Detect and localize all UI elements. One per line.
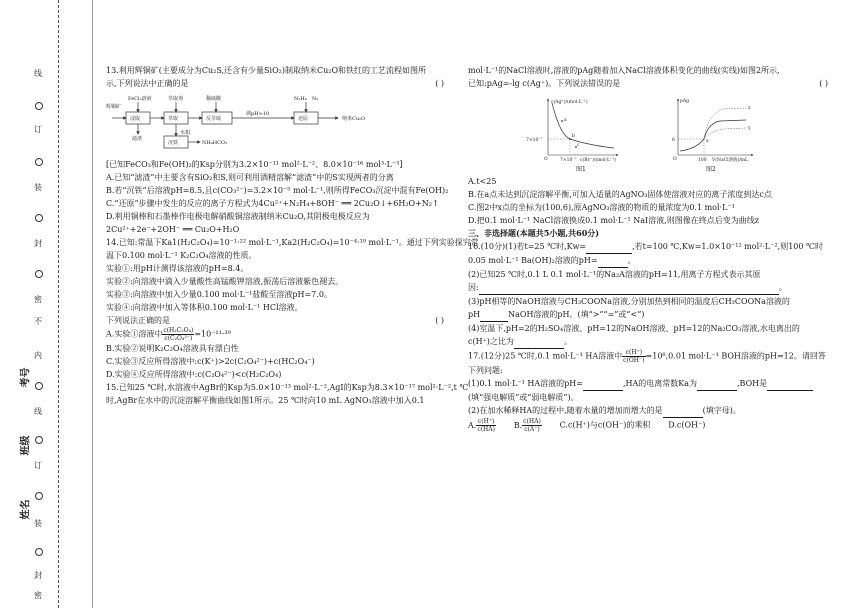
process-flow-diagram [106,94,444,156]
point-b: b [572,134,575,139]
question-ask [106,314,444,327]
seal-circle [35,214,43,222]
y-tick: 6 [672,138,675,143]
binding-strip [0,0,92,608]
origin: O [673,157,677,162]
x-tick: 7×10⁻⁷ [560,158,577,163]
fraction-numerator: c(H⁺) [477,418,495,425]
flow-svg [106,94,436,156]
question-16 [468,240,828,349]
q16-text: pH [468,310,481,319]
q17-text: ,BOH是 [737,379,768,388]
option-b[interactable]: B.在a点未达到沉淀溶解平衡,可加入适量的AgNO₃固体使溶液对应的离子浓度到达c点 [468,190,772,199]
q16-line: (4)室温下,pH=2的H₂SO₄溶液、pH=12的NaOH溶液、pH=12的Na₂CO₃溶液,水电离出的 [468,324,800,333]
question-15-continued [468,64,828,227]
answer-blank[interactable] [514,335,564,349]
option-c[interactable]: C.实验③反应所得溶液中:c(K⁺)>2c(C₂O₄²⁻)+c(HC₂O₄⁻) [106,357,315,366]
answer-blank[interactable] [598,254,628,268]
fraction-denominator: c(OH⁻) [623,357,645,364]
q16-text: 0.05 mol·L⁻¹ Ba(OH)₂溶液的pH= [468,256,598,265]
option-d[interactable]: D.实验④反应所得溶液中:c(C₂O₄²⁻)<c(H₂C₂O₄) [106,370,282,379]
question-13 [106,64,449,236]
answer-blank[interactable] [767,377,813,391]
option-b[interactable] [513,418,542,433]
q17-options [468,418,828,433]
equation-sign: ══ [339,199,354,208]
q16-text: ,若t=100 ℃,Kw=1.0×10⁻¹² mol²·L⁻²,则100 ℃时 [632,242,823,251]
answer-paren: ( ) [435,79,444,88]
q16-line [468,281,828,295]
curve-solid [680,120,746,151]
dashed-seal-line [58,0,59,608]
flow-label: 水相 [180,130,191,136]
question-15-start [106,381,469,407]
fraction-numerator: c(HA) [523,418,541,425]
flow-label: 纳米Cu₂O [342,116,366,122]
option-a-text: =10⁻¹¹·³⁹ [194,329,231,339]
experiment-3: 实验③:向溶液中加入少量0.100 mol·L⁻¹盐酸至溶液pH=7.0。 [106,290,332,299]
question-stem [106,64,444,77]
flow-label: N₂H₄ [294,96,307,102]
seal-circle [35,548,43,556]
fraction [162,327,194,342]
option-c[interactable]: C.c(H⁺)与c(OH⁻)的乘积 [559,420,651,430]
curve-z [704,108,746,139]
fraction [522,418,542,433]
question-17 [468,349,828,433]
point-a: a [564,118,567,123]
option-a[interactable] [106,327,444,342]
answer-blank[interactable] [479,281,779,295]
seal-word: 线 [34,69,42,78]
option-a[interactable]: A.t<25 [468,177,497,186]
right-column [468,64,828,433]
q16-text: NaOH溶液的pH。(填“>”“=”或“<”) [508,310,645,319]
q16-line [468,308,828,322]
seal-word: 订 [34,461,42,470]
point-c: c [577,143,580,148]
figure-caption: 图2 [706,166,716,173]
answer-paren: ( ) [819,79,828,88]
option-b[interactable]: B.实验②说明K₂C₂O₄溶液具有漂白性 [106,344,239,353]
experiment-1: 实验①:用pH计测得该溶液的pH=8.4。 [106,264,249,273]
seal-circle [35,382,43,390]
q17-line [468,377,828,391]
option-c-text: 2Cu₂O↓+6H₂O+N₂↑ [353,199,439,208]
seal-circle [35,492,43,500]
seal-word: 密 [34,295,42,304]
question-stem: 温下0.100 mol·L⁻¹ K₂C₂O₄溶液的性质。 [106,251,257,260]
option-a[interactable]: A.已知“滤渣”中主要含有SiO₂和S,则可利用酒精溶解“滤渣”中的S实现两者的分离 [106,173,394,182]
flow-label: 浸取 [130,116,141,122]
q16-line [468,254,828,268]
curve-label-x: x [706,139,709,144]
figure-2 [672,98,753,173]
known-condition: [已知FeCO₃和Fe(OH)₂的Ksp分别为3.2×10⁻¹¹ mol²·L⁻²、8.0×10⁻¹⁶ mol³·L⁻³] [106,160,403,169]
figures-row [468,93,828,173]
flow-label: 调pH≈10 [246,111,270,117]
seal-word: 装 [34,519,42,528]
seal-word: 密 [34,591,42,600]
curve-label-y: y [748,126,751,131]
q16-text: 因: [468,283,479,292]
x-tick: 100 [698,158,707,163]
flow-label: 滤渣 [132,136,143,142]
seal-circle [35,270,43,278]
q17-text: (1)0.1 mol·L⁻¹ HA溶液的pH= [468,379,583,388]
curve-y [704,128,746,139]
seal-word: 订 [34,125,42,134]
name-label: 姓名 [20,499,32,520]
option-d-equation [106,223,444,236]
experiment-4: 实验④:向溶液中加入等体积0.100 mol·L⁻¹ HCl溶液。 [106,303,303,312]
experiment-2: 实验②:向溶液中滴入少量酸性高锰酸钾溶液,振荡后溶液紫色褪去。 [106,277,344,286]
fraction [476,418,496,433]
stem-line: 已知:pAg=-lg c(Ag⁺)。下列说法错误的是 [468,79,621,88]
q17-text: (2)在加水稀释HA的过程中,随着水量的增加而增大的是 [468,406,663,415]
figures-svg [468,93,828,173]
answer-blank[interactable] [663,404,703,418]
question-stem: 14.已知:常温下Ka1(H₂C₂O₄)=10⁻¹·²² mol·L⁻¹,Ka2(H₂C₂O₄)=10⁻⁴·¹⁹ mol·L⁻¹。通过下列实验探究常 [106,238,479,247]
section-heading: 三、非选择题(本题共5小题,共60分) [468,228,600,238]
flow-label: 辉铜矿 [106,104,122,110]
left-column [106,64,479,407]
option-d[interactable]: D.c(OH⁻) [668,420,706,430]
question-stem [106,77,444,90]
flow-label: 沉铁 [168,140,179,146]
question-stem [468,77,828,90]
seal-circle [35,158,43,166]
seal-circle [35,102,43,110]
option-d[interactable]: D.把0.1 mol·L⁻¹ NaCl溶液换成0.1 mol·L⁻¹ NaI溶液,则图像在终点后变为曲线z [468,216,759,225]
ask-text: 下列说法正确的是 [106,316,170,325]
exam-number-label: 考号 [20,367,32,388]
seal-word: 装 [34,183,42,192]
flow-label: 萃取剂 [168,96,184,102]
q16-line [468,240,828,254]
q16-text: 。 [778,283,787,292]
fraction-denominator: c(A⁻) [524,426,540,433]
flow-label: 稀硫酸 [206,96,222,102]
q17-text: ,HA的电离常数Ka为 [622,379,697,388]
question-stem: mol·L⁻¹的NaCl溶液时,溶液的pAg随着加入NaCl溶液体积变化的曲线(实线)如图2所示, [468,66,780,75]
fraction-numerator: c(H₂C₂O₄) [163,327,194,334]
q16-line [468,335,828,349]
origin: O [544,157,548,162]
q17-line: (填“强电解质”或“弱电解质”)。 [468,393,579,402]
option-c[interactable]: C.图2中x点的坐标为(100,6),原AgNO₃溶液的物质的量浓度为0.1 mol·L⁻¹ [468,203,735,212]
curve-label-z: z [748,106,751,111]
option-d[interactable]: D.利用铜棒和石墨棒作电极电解硝酸铜溶液制纳米Cu₂O,其阴极电极反应为 [106,212,370,221]
option-b[interactable]: B.若“沉铁”后溶液pH=8.5,且c(CO₃²⁻)=3.2×10⁻⁵ mol·L⁻¹,则所得FeCO₃沉淀中混有Fe(OH)₂ [106,186,449,195]
seal-word: 封 [34,239,42,248]
question-stem: 15.已知25 ℃时,水溶液中AgBr的Ksp为5.0×10⁻¹³ mol²·L⁻²,AgI的Ksp为8.3×10⁻¹⁷ mol²·L⁻²,t ℃ [106,383,469,392]
flow-label: 萃取 [168,116,179,122]
q17-text: =10⁸,0.01 mol·L⁻¹ BOH溶液的pH=12。请回答 [645,351,826,361]
seal-word: 不 [34,317,42,326]
fraction-denominator: c(HA) [477,426,495,433]
stem-line: 示,下列说法中正确的是 [106,79,189,88]
fraction-denominator: c(C₂O₄²⁻) [164,335,193,342]
equation-right: Cu₂O+H₂O [194,225,240,234]
answer-blank[interactable] [697,377,737,391]
figure-caption: 图1 [576,166,586,173]
option-c[interactable] [106,197,444,210]
seal-circle [35,436,43,444]
flow-label: 反萃取 [206,116,222,122]
option-a[interactable] [468,418,496,433]
answer-paren: ( ) [435,316,444,325]
solubility-curve [552,103,614,148]
q16-line: (2)已知25 ℃时,0.1 L 0.1 mol·L⁻¹的Na₂A溶液的pH=11,用离子方程式表示其原 [468,270,761,279]
option-label: A. [468,420,477,430]
seal-word: 线 [34,407,42,416]
stem-line: 13.利用辉铜矿(主要成分为Cu₂S,还含有少量SiO₂)制取纳米Cu₂O和铁红的工艺流程如图所 [106,66,427,75]
q17-text: (填字母)。 [702,406,741,415]
q16-text: 。 [563,337,572,346]
fraction-numerator: c(H⁺) [622,349,645,357]
x-axis-label: V(NaCl溶液)/mL [712,158,749,163]
figure-1 [526,98,618,173]
y-axis-label: c(Ag⁺)/(mol·L⁻¹) [551,100,588,105]
equation-sign: ══ [180,225,195,234]
q17-line [468,404,828,418]
question-14 [106,236,479,381]
option-c-text: C.“还原”步骤中发生的反应的离子方程式为4Cu²⁺+N₂H₄+8OH⁻ [106,199,339,208]
margin-line [92,0,93,608]
equation-left: 2Cu²⁺+2e⁻+2OH⁻ [106,225,181,234]
answer-blank[interactable] [583,377,623,391]
flow-label: NH₄HCO₃ [202,140,228,146]
option-a-text: A.实验①溶液中 [106,329,163,339]
answer-blank[interactable] [586,240,632,254]
option-label: B. [513,420,523,430]
flow-label: N₂ [312,96,319,102]
question-stem: 时,AgBr在水中的沉淀溶解平衡曲线如图1所示。25 ℃时向10 mL AgNO₃溶液中加入0.1 [106,396,425,405]
q16-text: 。 [627,256,636,265]
seal-word: 封 [34,571,42,580]
y-tick: 7×10⁻⁷ [526,138,543,143]
q16-text: 16.(10分)(1)若t=25 ℃时,Kw= [468,242,587,251]
seal-word: 内 [34,351,42,360]
q16-line: (3)pH相等的NaOH溶液与CH₃COONa溶液,分别加热到相同的温度后CH₃COONa溶液的 [468,297,790,306]
class-label: 班级 [20,435,32,456]
fraction [622,349,645,364]
q17-text: 17.(12分)25 ℃时,0.1 mol·L⁻¹ HA溶液中 [468,351,623,361]
flow-label: 还原 [298,116,309,122]
q17-line: 下列问题: [468,366,503,375]
q17-line [468,349,828,364]
y-axis-label: pAg [680,99,690,104]
answer-blank[interactable] [480,308,508,322]
q16-text: c(H⁺)之比为 [468,337,514,346]
x-axis-label: c(Br⁻)/(mol·L⁻¹) [580,158,616,163]
flow-label: FeCl₃溶液 [128,96,152,102]
